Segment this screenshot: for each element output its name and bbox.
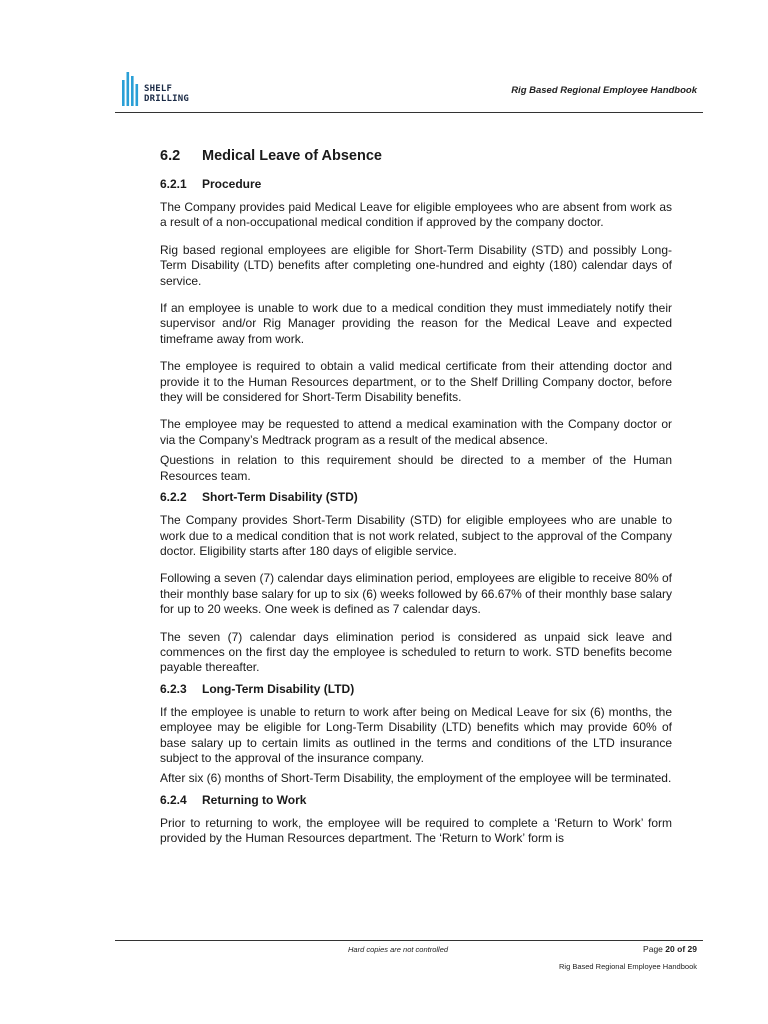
subsection-heading-returning — [160, 792, 672, 809]
section-number: 6.2 — [160, 148, 181, 164]
paragraph: The Company provides paid Medical Leave for eligible employees who are absent from work as a result of a non-occupational medical condition if approved by the company doctor. — [160, 200, 672, 230]
subsection-number: 6.2.1 — [160, 177, 187, 191]
company-logo — [122, 72, 212, 108]
subsection-heading-std — [160, 489, 672, 506]
subsection-number: 6.2.4 — [160, 792, 187, 807]
page-total: 29 — [687, 944, 697, 954]
subsection-heading-ltd — [160, 681, 672, 698]
page-number — [643, 944, 697, 954]
paragraph: If the employee is unable to return to work after being on Medical Leave for six (6) months, the employee may be eligible for Long-Term Disability (LTD) benefits which may provide 60% of base salary up to certain limits as outlined in the terms and conditions of the LTD insurance subject to the approval of the insurance company. — [160, 704, 672, 765]
paragraph: Rig based regional employees are eligible for Short-Term Disability (STD) and possibly Long-Term Disability (LTD) benefits after completing one-hundred and eighty (180) calendar days of service. — [160, 242, 672, 288]
footer-divider — [115, 940, 703, 941]
subsection-title: Short-Term Disability (STD) — [202, 490, 358, 505]
page-current: 20 — [665, 944, 675, 954]
paragraph: Following a seven (7) calendar days elimination period, employees are eligible to receive 80% of their monthly base salary for up to six (6) weeks followed by 66.67% of their monthly base salary for up to 20 weeks. One week is defined as 7 calendar days. — [160, 571, 672, 617]
paragraph: The Company provides Short-Term Disability (STD) for eligible employees who are unable to work due to a medical condition that is not work related, subject to the approval of the Company doctor. Eligibility starts after 180 days of eligible service. — [160, 513, 672, 558]
paragraph: The employee is required to obtain a valid medical certificate from their attending doctor and provide it to the Human Resources department, or to the Shelf Drilling Company doctor, before they will be considered for Short-Term Disability benefits. — [160, 359, 672, 405]
header-divider — [115, 112, 703, 113]
paragraph: If an employee is unable to work due to a medical condition they must immediately notify their supervisor and/or Rig Manager providing the reason for the Medical Leave and expected timeframe away from work. — [160, 301, 672, 346]
page-of: of — [677, 944, 686, 954]
section-title: Medical Leave of Absence — [202, 148, 382, 164]
subsection-title: Returning to Work — [202, 792, 307, 807]
page-content — [160, 146, 672, 859]
subsection-heading-procedure — [160, 176, 672, 193]
page-prefix: Page — [643, 944, 663, 954]
footer-note: Hard copies are not controlled — [348, 945, 449, 954]
paragraph: Questions in relation to this requirement should be directed to a member of the Human Resources team. — [160, 453, 672, 483]
section-heading — [160, 146, 672, 166]
paragraph: The seven (7) calendar days elimination period is considered as unpaid sick leave and commences on the first day the employee is scheduled to return to work. STD benefits become payable thereafter. — [160, 629, 672, 675]
subsection-title: Procedure — [202, 177, 262, 191]
paragraph: The employee may be requested to attend a medical examination with the Company doctor or via the Company’s Medtrack program as a result of the medical absence. — [160, 417, 672, 447]
header-title: Rig Based Regional Employee Handbook — [511, 85, 697, 96]
subsection-title: Long-Term Disability (LTD) — [202, 681, 355, 696]
logo-line-2: DRILLING — [144, 93, 189, 104]
paragraph: Prior to returning to work, the employee will be required to complete a ‘Return to Work’ form provided by the Human Resources department. The ‘Return to Work’ form is — [160, 815, 672, 846]
footer-title: Rig Based Regional Employee Handbook — [558, 962, 697, 971]
logo-bars-icon — [122, 72, 140, 106]
subsection-number: 6.2.2 — [160, 490, 187, 505]
paragraph: After six (6) months of Short-Term Disability, the employment of the employee will be terminated. — [160, 771, 672, 786]
logo-wordmark — [144, 85, 189, 104]
logo-line-1: SHELF — [144, 84, 173, 94]
subsection-number: 6.2.3 — [160, 681, 187, 696]
